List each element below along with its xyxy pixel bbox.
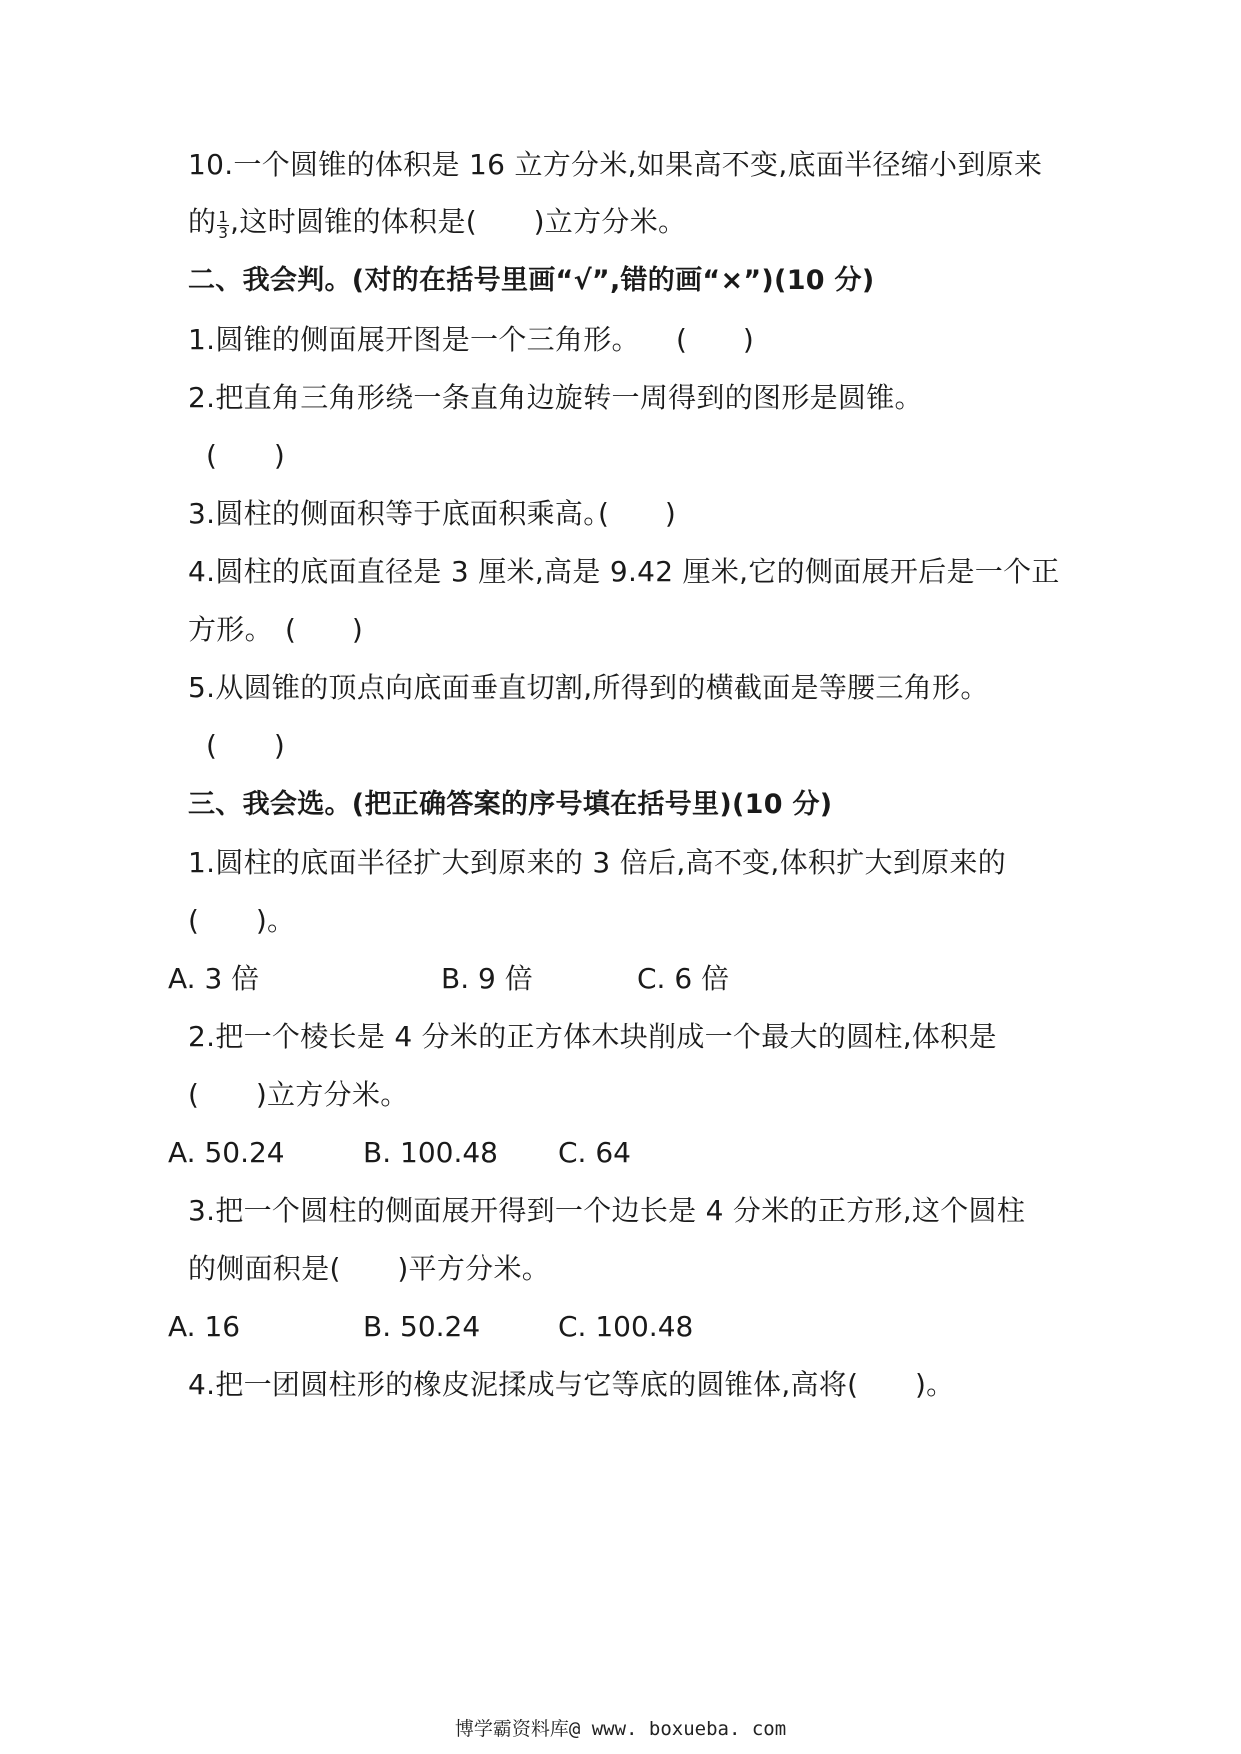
judge-item-1-text: 1.圆锥的侧面展开图是一个三角形。 [188, 323, 640, 356]
judge-item-3-text: 3.圆柱的侧面积等于底面积乘高。 [188, 497, 612, 530]
choice-q2-line1: 2.把一个棱长是 4 分米的正方体木块削成一个最大的圆柱,体积是 [188, 1020, 997, 1053]
choice-q2-option-c[interactable]: C. 64 [558, 1136, 631, 1169]
q10-line1: 10.一个圆锥的体积是 16 立方分米,如果高不变,底面半径缩小到原来 [188, 148, 1043, 181]
fraction-numerator: 1 [218, 207, 229, 226]
choice-q2-option-b[interactable]: B. 100.48 [363, 1136, 498, 1169]
section2-heading: 二、我会判。(对的在括号里画“√”,错的画“×”)(10 分) [188, 265, 875, 296]
choice-q3-option-c[interactable]: C. 100.48 [558, 1310, 694, 1343]
judge-item-5-text: 5.从圆锥的顶点向底面垂直切割,所得到的横截面是等腰三角形。 [188, 671, 989, 704]
choice-q1-line1: 1.圆柱的底面半径扩大到原来的 3 倍后,高不变,体积扩大到原来的 [188, 846, 1007, 879]
choice-q3-line1: 3.把一个圆柱的侧面展开得到一个边长是 4 分米的正方形,这个圆柱 [188, 1194, 1026, 1227]
judge-item-4-line1: 4.圆柱的底面直径是 3 厘米,高是 9.42 厘米,它的侧面展开后是一个正 [188, 555, 1060, 588]
choice-q3-option-a[interactable]: A. 16 [168, 1310, 241, 1343]
choice-q3-line2[interactable]: 的侧面积是( )平方分米。 [188, 1252, 551, 1285]
choice-q1-option-a[interactable]: A. 3 倍 [168, 962, 260, 995]
footer-watermark: 博学霸资料库@ www. boxueba. com [454, 1718, 787, 1740]
judge-item-2-text: 2.把直角三角形绕一条直角边旋转一周得到的图形是圆锥。 [188, 381, 923, 414]
q10-line2 [188, 202, 686, 242]
choice-q3-option-b[interactable]: B. 50.24 [363, 1310, 481, 1343]
judge-item-4-line2: 方形。 [188, 613, 273, 646]
judge-item-1-blank[interactable]: ( ) [676, 323, 754, 356]
fraction-one-third [217, 207, 229, 242]
choice-q2-line2[interactable]: ( )立方分米。 [188, 1078, 409, 1111]
choice-q1-option-b[interactable]: B. 9 倍 [441, 962, 533, 995]
choice-q1-line2[interactable]: ( )。 [188, 904, 296, 937]
judge-item-2-blank[interactable]: ( ) [206, 439, 286, 472]
choice-q4-line1[interactable]: 4.把一团圆柱形的橡皮泥揉成与它等底的圆锥体,高将( )。 [188, 1368, 955, 1401]
judge-item-4-blank[interactable]: ( ) [285, 613, 363, 646]
choice-q1-option-c[interactable]: C. 6 倍 [637, 962, 730, 995]
judge-item-3-blank[interactable]: ( ) [598, 497, 676, 530]
fraction-denominator: 3 [218, 223, 229, 242]
section3-heading: 三、我会选。(把正确答案的序号填在括号里)(10 分) [188, 789, 833, 820]
q10-line2-post: ,这时圆锥的体积是( )立方分米。 [230, 205, 687, 238]
choice-q2-option-a[interactable]: A. 50.24 [168, 1136, 285, 1169]
judge-item-1 [188, 320, 640, 360]
q10-line2-pre: 的 [188, 205, 217, 238]
judge-item-5-blank[interactable]: ( ) [206, 729, 286, 762]
